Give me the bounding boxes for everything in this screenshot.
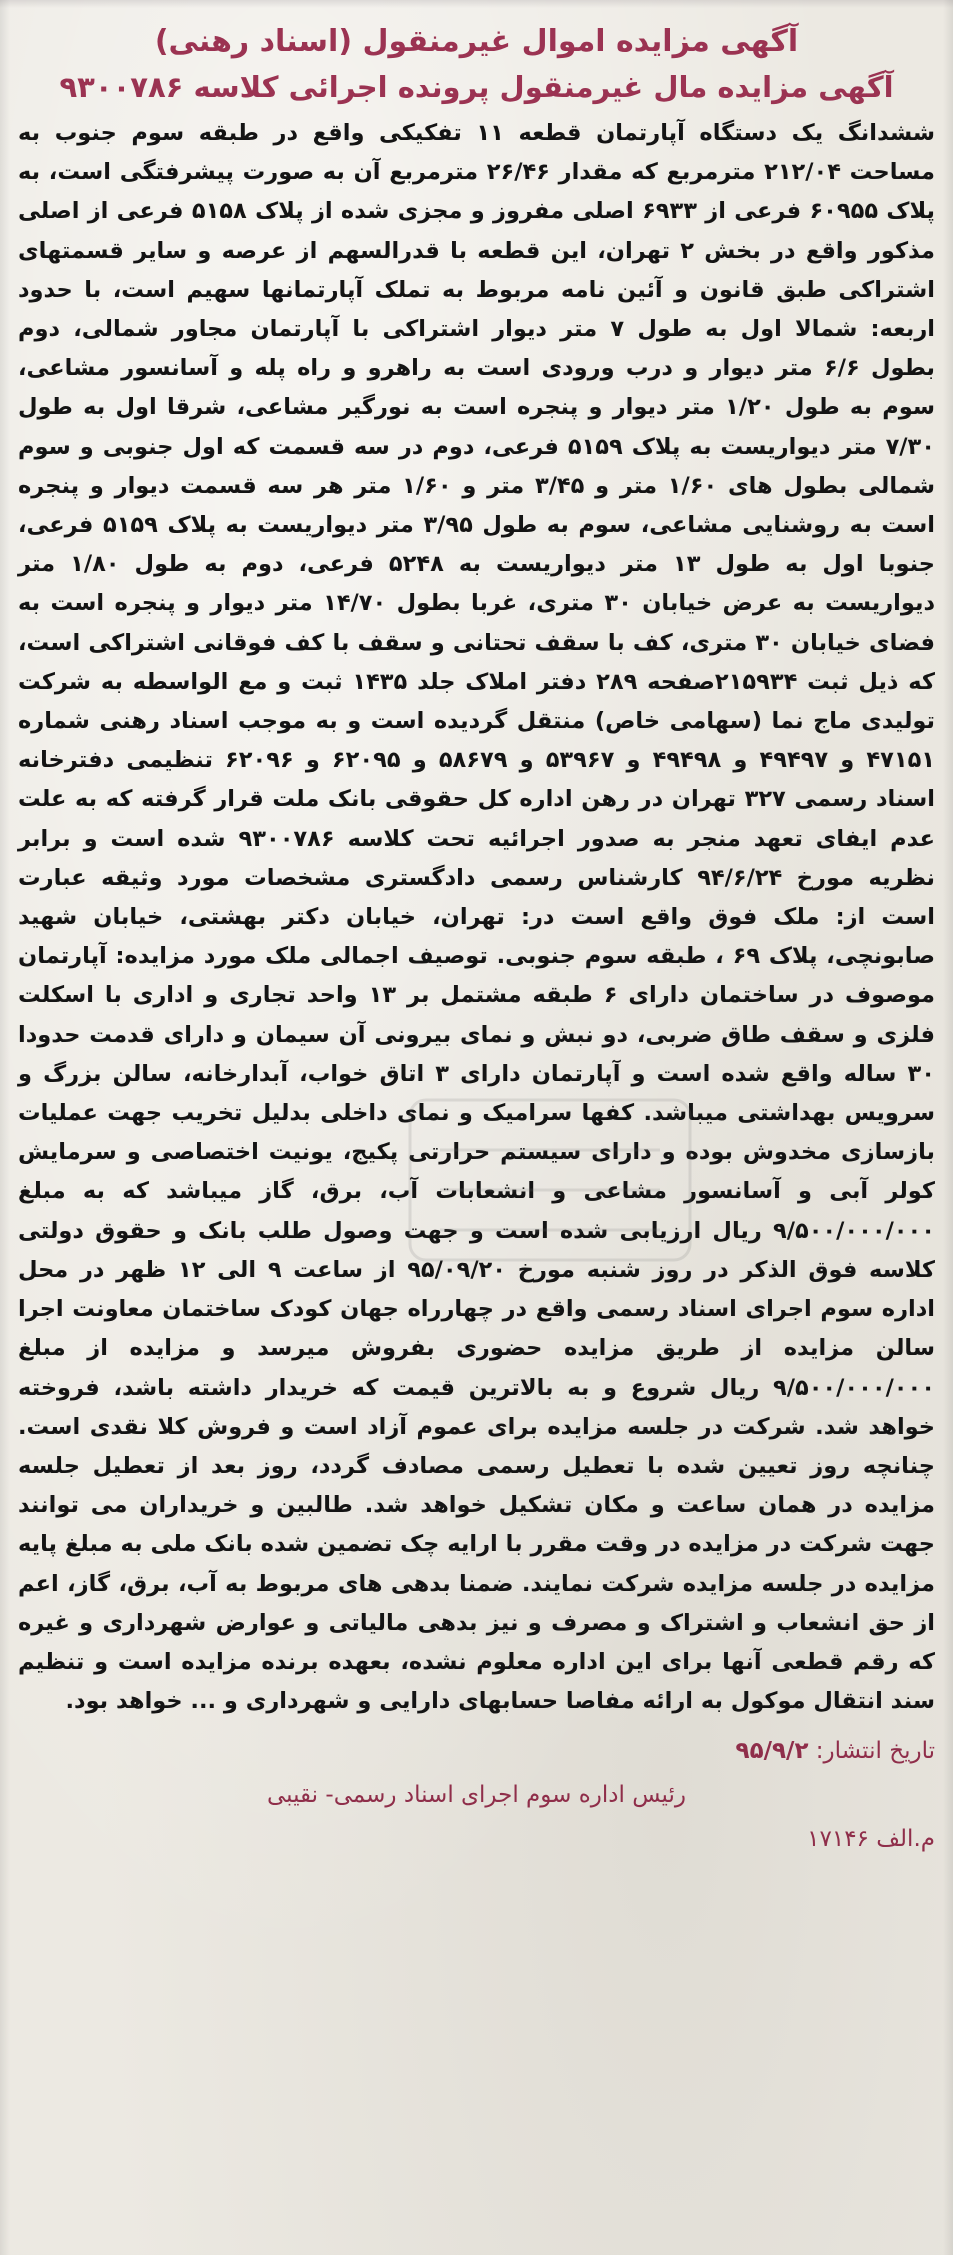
- notice-title: آگهی مزایده اموال غیرمنقول (اسناد رهنی): [154, 24, 799, 59]
- signatory: رئیس اداره سوم اجرای اسناد رسمی- نقیبی: [267, 1782, 686, 1809]
- left-shadow: [0, 0, 10, 2255]
- reference-code: م.الف ۱۷۱۴۶: [807, 1826, 935, 1853]
- right-shadow: [943, 0, 953, 2255]
- notice-body: ششدانگ یک دستگاه آپارتمان قطعه ۱۱ تفکیکی واقع در طبقه سوم جنوب به مساحت ۲۱۲/۰۴ مترمربع که مقدار ۲۶/۴۶ مترمربع آن به صورت پیشرفتگی است، به پلاک ۶۰۹۵۵ فرعی از ۶۹۳۳ اصلی مفروز و مجزی شده از پلاک ۵۱۵۸ فرعی از اصلی مذکور واقع در بخش ۲ تهران، این قطعه با قدرالسهم از عرصه و سایر قسمتهای اشتراکی طبق قانون و آئین نامه مربوط به تملک آپارتمانها سهیم است، با حدود اربعه: شمالا اول به طول ۷ متر دیوار اشتراکی با آپارتمان مجاور شمالی، دوم بطول ۶/۶ متر دیوار و درب ورودی است به راهرو و راه پله و آسانسور مشاعی، سوم به طول ۱/۲۰ متر دیوار و پنجره است به نورگیر مشاعی، شرقا اول به طول ۷/۳۰ متر دیواریست به پلاک ۵۱۵۹ فرعی، دوم در سه قسمت که اول جنوبی و سوم شمالی بطول های ۱/۶۰ متر و ۳/۴۵ متر و ۱/۶۰ متر هر سه قسمت دیوار و پنجره است به روشنایی مشاعی، سوم به طول ۳/۹۵ متر دیواریست به پلاک ۵۱۵۹ فرعی، جنوبا اول به طول ۱۳ متر دیواریست به ۵۲۴۸ فرعی، دوم به طول ۱/۸۰ متر دیواریست به عرض خیابان ۳۰ متری، غربا بطول ۱۴/۷۰ متر دیوار و پنجره است به فضای خیابان ۳۰ متری، کف با سقف تحتانی و سقف با کف فوقانی اشتراکی است، که ذیل ثبت ۲۱۵۹۳۴صفحه ۲۸۹ دفتر املاک جلد ۱۴۳۵ ثبت و مع الواسطه به شرکت تولیدی ماج نما (سهامی خاص) منتقل گردیده است و به موجب اسناد رهنی شماره ۴۷۱۵۱ و ۴۹۴۹۷ و ۴۹۴۹۸ و ۵۳۹۶۷ و ۵۸۶۷۹ و ۶۲۰۹۵ و ۶۲۰۹۶ تنظیمی دفترخانه اسناد رسمی ۳۲۷ تهران در رهن اداره کل حقوقی بانک ملت قرار گرفته که به علت عدم ایفای تعهد منجر به صدور اجرائیه تحت کلاسه ۹۳۰۰۷۸۶ شده است و برابر نظریه مورخ ۹۴/۶/۲۴ کارشناس رسمی دادگستری مشخصات مورد وثیقه عبارت است از: ملک فوق واقع است در: تهران، خیابان دکتر بهشتی، خیابان شهید صابونچی، پلاک ۶۹ ، طبقه سوم جنوبی. توصیف اجمالی ملک مورد مزایده: آپارتمان موصوف در ساختمان دارای ۶ طبقه مشتمل بر ۱۳ واحد تجاری و اداری با اسکلت فلزی و سقف طاق ضربی، دو نبش و نمای بیرونی آن سیمان و دارای قدمت حدودا ۳۰ ساله واقع شده است و آپارتمان دارای ۳ اتاق خواب، آبدارخانه، سالن بزرگ و سرویس بهداشتی میباشد. کفها سرامیک و نمای داخلی بدلیل تخریب جهت عملیات بازسازی مخدوش بوده و دارای سیستم حرارتی پکیج، یونیت اختصاصی و سرمایش کولر آبی و آسانسور مشاعی و انشعابات آب، برق، گاز میباشد که به مبلغ ۹/۵۰۰/۰۰۰/۰۰۰ ریال ارزیابی شده است و جهت وصول طلب بانک و حقوق دولتی کلاسه فوق الذکر در روز شنبه مورخ ۹۵/۰۹/۲۰ از ساعت ۹ الی ۱۲ ظهر در محل اداره سوم اجرای اسناد رسمی واقع در چهارراه جهان کودک ساختمان معاونت اجرا سالن مزایده از طریق مزایده حضوری بفروش میرسد و مزایده از مبلغ ۹/۵۰۰/۰۰۰/۰۰۰ ریال شروع و به بالاترین قیمت که خریدار داشته باشد، فروخته خواهد شد. شرکت در جلسه مزایده برای عموم آزاد است و فروش کلا نقدی است. چنانچه روز تعیین شده با تعطیل رسمی مصادف گردد، روز بعد از تعطیل جلسه مزایده در همان ساعت و مکان تشکیل خواهد شد. طالبین و خریداران می توانند جهت شرکت در مزایده در وقت مقرر با ارایه چک تضمین شده بانک ملی به مبلغ پایه مزایده در جلسه مزایده شرکت نمایند. ضمنا بدهی های مربوط به آب، برق، گاز، اعم از حق انشعاب و اشتراک و مصرف و نیز بدهی مالیاتی و عوارض شهرداری و غیره که رقم قطعی آنها برای این اداره معلوم نشده، بعهده برنده مزایده است و تنظیم سند انتقال موکول به ارائه مفاصا حسابهای دارایی و شهرداری و ... خواهد بود.: [18, 120, 936, 1715]
- notice-subtitle: آگهی مزایده مال غیرمنقول پرونده اجرائی کلاسه ۹۳۰۰۷۸۶: [59, 70, 894, 104]
- notice-headers: [18, 20, 935, 110]
- top-bleed-edge: [0, 0, 953, 8]
- publication-date-label: تاریخ انتشار:: [815, 1738, 935, 1765]
- notice-footer: [18, 1729, 935, 1861]
- publication-date-line: [18, 1729, 935, 1773]
- publication-date-value: ۹۵/۹/۲: [735, 1738, 809, 1765]
